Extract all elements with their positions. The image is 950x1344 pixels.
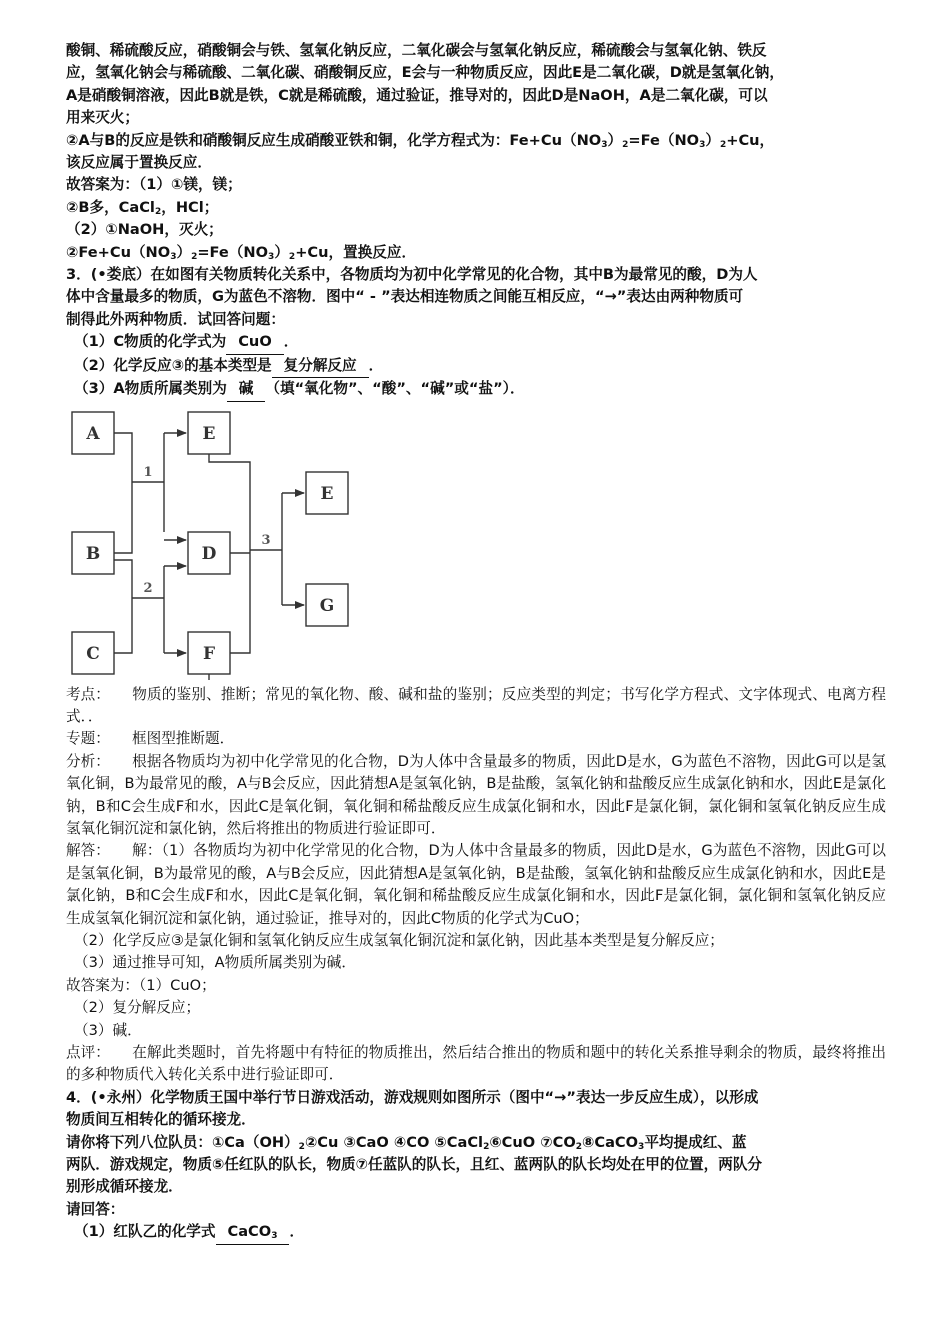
reaction-number: 1 <box>143 464 153 480</box>
text-line: 应，氢氧化钠会与稀硫酸、二氧化碳、硝酸铜反应，E会与一种物质反应，因此E是二氧化碳，D就是氢氧化钠， <box>66 64 784 82</box>
answer-line: ②B多，CaCl$_2$，HCl； <box>66 198 219 217</box>
question-stem: 请回答： <box>66 1200 125 1218</box>
answer-line: 故答案为：（1）CuO； <box>66 976 216 994</box>
question-stem: 别形成循环接龙． <box>66 1178 183 1196</box>
equation-line: ②A与B的反应是铁和硝酸铜反应生成硝酸亚铁和铜，化学方程式为：$Fe+Cu(NO_3)_2=Fe(NO_3)_2+Cu$， <box>66 131 775 150</box>
analysis-zhuanti: 专题： 框图型推断题． <box>66 730 235 748</box>
question-stem: 4．(•永州）化学物质王国中举行节日游戏活动，游戏规则如图所示（图中“→”表达一步反应生成），以形成 <box>66 1088 759 1106</box>
analysis-fenxi: 分析： 根据各物质均为初中化学常见的化合物，D为人体中含量最多的物质，因此D是水，G为蓝色不溶物，因此G可以是氢氧化铜，B为最常见的酸，A与B会反应，因此猜想A是氢氧化钠，B是盐酸，氢氧化钠和盐酸反应生成氯化钠和水，因此E是氯化钠，B和C会生成F和水，因此C是氧化铜，氧化铜和稀盐酸反应生成氯化铜和水，因此F是氯化铜，氯化铜和氢氧化钠反应生成氢氧化铜沉淀和氯化钠，然后将推出的物质进行验证即可． <box>66 752 886 837</box>
text-line: A是硝酸铜溶液，因此B就是铁，C就是稀硫酸，通过验证，推导对的，因此D是NaOH，A是二氧化碳，可以 <box>66 86 768 104</box>
question-stem: 3．(•娄底）在如图有关物质转化关系中，各物质均为初中化学常见的化合物，其中B为最常见的酸，D为人 <box>66 266 758 284</box>
label-e: E <box>202 423 216 444</box>
answer-blank: 复分解反应 <box>272 355 369 378</box>
question-stem: 两队．游戏规定，物质⑤任红队的队长，物质⑦任蓝队的队长，且红、蓝两队的队长均处在甲的位置，两队分 <box>66 1156 763 1174</box>
question-stem: 请你将下列八位队员：$①Ca(OH)_2②Cu$ ③CaO ④CO ⑤CaCl$_2$⑥CuO $⑦CO_2⑧CaCO_3$平均提成红、蓝 <box>66 1133 747 1152</box>
label-a: A <box>86 423 100 444</box>
question-stem: 制得此外两种物质．试回答问题： <box>66 310 285 328</box>
conversion-diagram <box>68 408 358 680</box>
analysis-dianping: 点评： 在解此类题时，首先将题中有特征的物质推出，然后结合推出的物质和题中的转化关系推导剩余的物质，最终将推出的多种物质代入转化关系中进行验证即可． <box>66 1044 886 1084</box>
text-line: 用来灭火； <box>66 109 139 127</box>
label-f: F <box>202 643 216 664</box>
answer-blank: CuO <box>226 331 284 354</box>
analysis-kaodian: 考点： 物质的鉴别、推断；常见的氧化物、酸、碱和盐的鉴别；反应类型的判定；书写化学方程式、文字体现式、电离方程式．． <box>66 685 886 725</box>
text-line: 酸铜、稀硫酸反应，硝酸铜会与铁、氢氧化钠反应，二氧化碳会与氢氧化钠反应，稀硫酸会与氢氧化钠、铁反 <box>66 42 767 59</box>
answer-blank: CaCO$_3$ <box>216 1221 290 1244</box>
label-c: C <box>86 643 100 664</box>
question-stem: 物质间互相转化的循环接龙． <box>66 1111 256 1129</box>
answer-line: （3）碱． <box>74 1021 142 1039</box>
answer-line: 故答案为：（1）①镁，镁； <box>66 176 242 194</box>
answer-blank: 碱 <box>227 378 266 401</box>
reaction-number: 3 <box>261 532 271 548</box>
question-stem: 体中含量最多的物质，G为蓝色不溶物．图中“ - ”表达相连物质之间能互相反应，“→”表达由两种物质可 <box>66 288 744 306</box>
sub-question: （2）化学反应③的基本类型是 复分解反应 ． <box>66 355 886 378</box>
text-line: 该反应属于置换反应． <box>66 154 212 172</box>
label-e: E <box>320 483 334 504</box>
sub-question: （1）红队乙的化学式 CaCO$_3$ ． <box>66 1221 886 1244</box>
document-page <box>66 40 886 1245</box>
answer-line: $②Fe+Cu(NO_3)_2=Fe(NO_3)_2+Cu$，置换反应． <box>66 243 417 262</box>
answer-line: （3）通过推导可知，A物质所属类别为碱． <box>74 954 356 972</box>
answer-line: （2）化学反应③是氯化铜和氢氧化钠反应生成氢氧化铜沉淀和氯化钠，因此基本类型是复分解反应； <box>74 931 724 949</box>
label-b: B <box>85 543 101 564</box>
reaction-number: 2 <box>143 580 153 596</box>
sub-question: （3）A物质所属类别为 碱 （填“氧化物”、“酸”、“碱”或“盐”）． <box>66 378 886 401</box>
answer-line: （2）复分解反应； <box>74 999 201 1017</box>
label-g: G <box>319 595 335 616</box>
sub-question: （1）C物质的化学式为 CuO ． <box>66 331 886 354</box>
analysis-jieda: 解答： 解：（1）各物质均为初中化学常见的化合物，D为人体中含量最多的物质，因此D是水，G为蓝色不溶物，因此G可以是氢氧化铜，B为最常见的酸，A与B会反应，因此猜想A是氢氧化钠，B是盐酸，氢氧化钠和盐酸反应生成氯化钠和水，因此E是氯化钠，B和C会生成F和水，因此C是氧化铜，氧化铜和稀盐酸反应生成氯化铜和水，因此F是氯化铜，氯化铜和氢氧化钠反应生成氢氧化铜沉淀和氯化钠，通过验证，推导对的，因此C物质的化学式为CuO； <box>66 842 886 927</box>
label-d: D <box>201 543 217 564</box>
answer-line: （2）①NaOH，灭火； <box>66 221 223 239</box>
